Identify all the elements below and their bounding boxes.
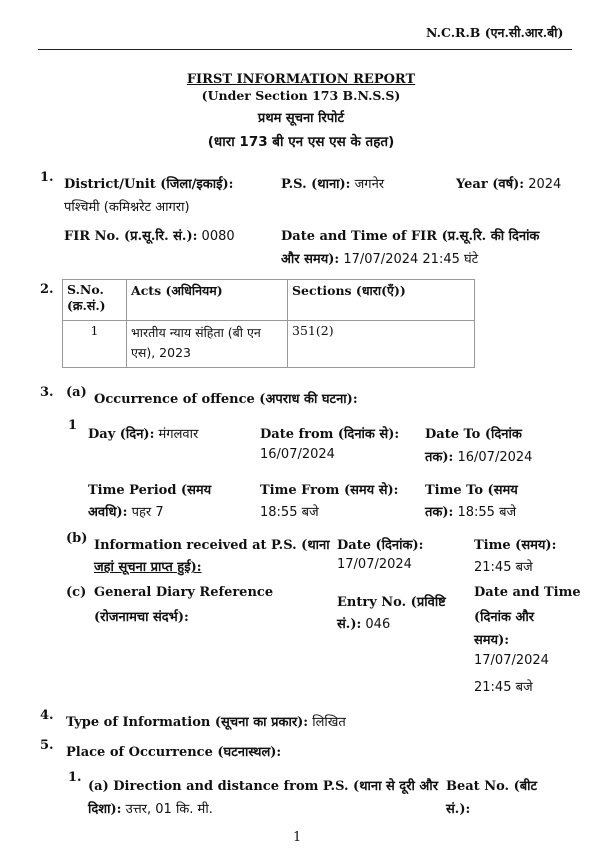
gd-reference-label: General Diary Reference bbox=[94, 585, 274, 600]
time-to-label-2: तक): bbox=[425, 505, 454, 520]
ncrb-header: N.C.R.B (एन.सी.आर.बी) bbox=[426, 25, 564, 40]
time-period-label-2: अवधि): bbox=[88, 505, 128, 520]
date-from-value: 16/07/2024 bbox=[260, 447, 335, 462]
date-to-label: Date To (दिनांक bbox=[425, 427, 522, 442]
fir-datetime-label-2: और समय): bbox=[281, 252, 340, 267]
acts-row-section: 351(2) bbox=[288, 321, 475, 368]
date-from-label: Date from (दिनांक से): bbox=[260, 427, 400, 442]
time-period-value: पहर 7 bbox=[131, 505, 164, 520]
day-value: मंगलवार bbox=[158, 427, 199, 442]
place-of-occurrence-label: Place of Occurrence (घटनास्थल): bbox=[66, 745, 282, 760]
year-label: Year (वर्ष): bbox=[456, 177, 525, 192]
time-to-value: 18:55 बजे bbox=[457, 505, 517, 520]
district-value: पश्चिमी (कमिश्नरेट आगरा) bbox=[64, 200, 190, 215]
gd-date-value: 17/07/2024 bbox=[474, 653, 549, 668]
entry-no-value: 046 bbox=[365, 617, 391, 632]
direction-label: (a) Direction and distance from P.S. (थाना से दूरी और bbox=[88, 779, 439, 794]
section-3c-mark: (c) bbox=[66, 585, 87, 600]
report-subtitle-en: (Under Section 173 B.N.S.S) bbox=[201, 88, 401, 103]
direction-value: उत्तर, 01 कि. मी. bbox=[125, 802, 213, 817]
page-number: 1 bbox=[293, 830, 302, 845]
section-2-number: 2. bbox=[40, 282, 54, 297]
date-to-label-2: तक): bbox=[425, 450, 454, 465]
entry-no-label-2: सं.): bbox=[337, 617, 362, 632]
date-to-value: 16/07/2024 bbox=[457, 450, 533, 465]
gd-datetime-label-2: (दिनांक और bbox=[474, 610, 535, 625]
district-label: District/Unit (जिला/इकाई): bbox=[64, 177, 234, 192]
section-1-number: 1. bbox=[40, 170, 54, 185]
day-label: Day (दिन): bbox=[88, 427, 155, 442]
info-type-value: लिखित bbox=[312, 715, 346, 730]
info-time-label: Time (समय): bbox=[474, 538, 557, 553]
year-value: 2024 bbox=[528, 177, 562, 192]
fir-datetime-label: Date and Time of FIR (प्र.सू.रि. की दिनांक bbox=[281, 229, 540, 244]
info-received-label-2: जहां सूचना प्राप्त हुई): bbox=[94, 560, 202, 575]
info-time-value: 21:45 बजे bbox=[474, 560, 533, 575]
info-received-label: Information received at P.S. (थाना bbox=[94, 538, 330, 553]
acts-table bbox=[62, 279, 475, 368]
time-from-value: 18:55 बजे bbox=[260, 505, 319, 520]
acts-header-acts: Acts (अधिनियम) bbox=[127, 280, 288, 321]
time-to-label: Time To (समय bbox=[425, 483, 518, 498]
gd-reference-label-2: (रोजनामचा संदर्भ): bbox=[94, 610, 189, 625]
section-3a-mark: (a) bbox=[66, 385, 87, 400]
acts-row-act: भारतीय न्याय संहिता (बी एन एस), 2023 bbox=[127, 321, 288, 368]
direction-label-2: दिशा): bbox=[88, 802, 122, 817]
info-date-value: 17/07/2024 bbox=[337, 557, 412, 572]
acts-header-sno: S.No. (क्र.सं.) bbox=[63, 280, 127, 321]
gd-time-value: 21:45 बजे bbox=[474, 680, 533, 695]
info-type-label: Type of Information (सूचना का प्रकार): bbox=[66, 715, 309, 730]
fir-label: FIR No. (प्र.सू.रि. सं.): bbox=[64, 229, 198, 244]
occurrence-sub-number: 1 bbox=[68, 418, 78, 433]
header-divider bbox=[38, 49, 572, 50]
section-3-number: 3. bbox=[40, 385, 54, 400]
acts-row-sno: 1 bbox=[63, 321, 127, 368]
report-subtitle-hi: (धारा 173 बी एन एस एस के तहत) bbox=[207, 134, 395, 150]
report-title-en: FIRST INFORMATION REPORT bbox=[186, 72, 416, 87]
time-from-label: Time From (समय से): bbox=[260, 483, 399, 498]
place-sub-number: 1. bbox=[68, 770, 82, 785]
time-period-label: Time Period (समय bbox=[88, 483, 212, 498]
report-title-hi: प्रथम सूचना रिपोर्ट bbox=[257, 111, 345, 126]
gd-datetime-label-3: समय): bbox=[474, 633, 510, 648]
section-5-number: 5. bbox=[40, 738, 54, 753]
section-4-number: 4. bbox=[40, 708, 54, 723]
section-3b-mark: (b) bbox=[66, 531, 88, 546]
acts-header-sections: Sections (धारा(एँ)) bbox=[288, 280, 475, 321]
ps-value: जगनेर bbox=[354, 177, 385, 192]
fir-datetime-value: 17/07/2024 21:45 घंटे bbox=[343, 252, 479, 267]
occurrence-label: Occurrence of offence (अपराध की घटना): bbox=[94, 392, 358, 407]
fir-value: 0080 bbox=[201, 229, 235, 244]
beat-no-label-2: सं.): bbox=[446, 802, 471, 817]
ps-label: P.S. (थाना): bbox=[281, 177, 351, 192]
info-date-label: Date (दिनांक): bbox=[337, 538, 424, 553]
gd-datetime-label: Date and Time bbox=[474, 585, 581, 600]
entry-no-label: Entry No. (प्रविष्टि bbox=[337, 595, 446, 610]
beat-no-label: Beat No. (बीट bbox=[446, 779, 538, 794]
